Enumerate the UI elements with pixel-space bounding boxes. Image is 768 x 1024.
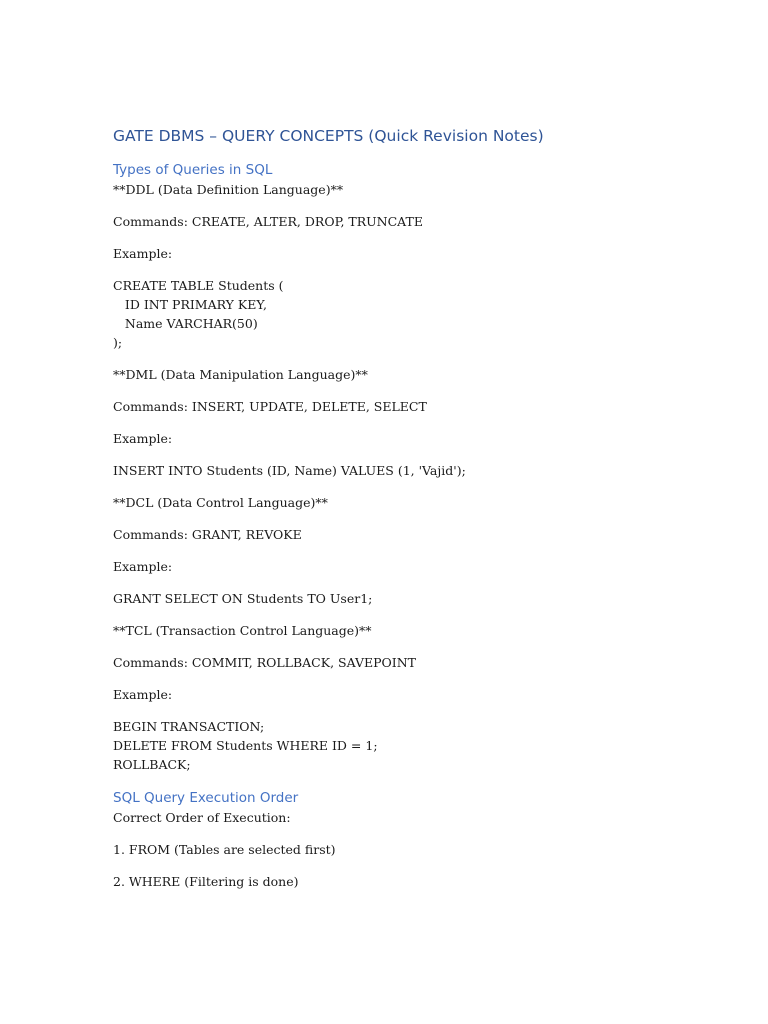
code-line: DELETE FROM Students WHERE ID = 1;: [113, 738, 378, 753]
execution-step: 1. FROM (Tables are selected first): [113, 842, 336, 857]
tcl-commands: Commands: COMMIT, ROLLBACK, SAVEPOINT: [113, 655, 417, 670]
document-body: [113, 124, 673, 891]
dcl-code-line: GRANT SELECT ON Students TO User1;: [113, 591, 373, 606]
code-line: );: [113, 335, 123, 350]
code-line: BEGIN TRANSACTION;: [113, 719, 265, 734]
dml-example-label: Example:: [113, 431, 173, 446]
tcl-example-label: Example:: [113, 687, 173, 702]
code-line: Name VARCHAR(50): [113, 316, 258, 331]
dcl-commands: Commands: GRANT, REVOKE: [113, 527, 302, 542]
dcl-label: **DCL (Data Control Language)**: [113, 495, 328, 510]
tcl-code-block: [113, 717, 673, 774]
dml-code-line: INSERT INTO Students (ID, Name) VALUES (1, 'Vajid');: [113, 463, 466, 478]
ddl-label: **DDL (Data Definition Language)**: [113, 182, 344, 197]
document-title: GATE DBMS – QUERY CONCEPTS (Quick Revision Notes): [113, 127, 544, 145]
ddl-code-block: [113, 276, 673, 352]
execution-order-intro: Correct Order of Execution:: [113, 810, 291, 825]
code-line: ID INT PRIMARY KEY,: [113, 297, 267, 312]
code-line: CREATE TABLE Students (: [113, 278, 284, 293]
tcl-label: **TCL (Transaction Control Language)**: [113, 623, 372, 638]
section-heading-query-types: Types of Queries in SQL: [113, 162, 273, 178]
section-heading-execution-order: SQL Query Execution Order: [113, 790, 299, 806]
ddl-commands: Commands: CREATE, ALTER, DROP, TRUNCATE: [113, 214, 423, 229]
dml-label: **DML (Data Manipulation Language)**: [113, 367, 368, 382]
ddl-example-label: Example:: [113, 246, 173, 261]
dml-commands: Commands: INSERT, UPDATE, DELETE, SELECT: [113, 399, 427, 414]
dcl-example-label: Example:: [113, 559, 173, 574]
code-line: ROLLBACK;: [113, 757, 191, 772]
execution-step: 2. WHERE (Filtering is done): [113, 874, 299, 889]
